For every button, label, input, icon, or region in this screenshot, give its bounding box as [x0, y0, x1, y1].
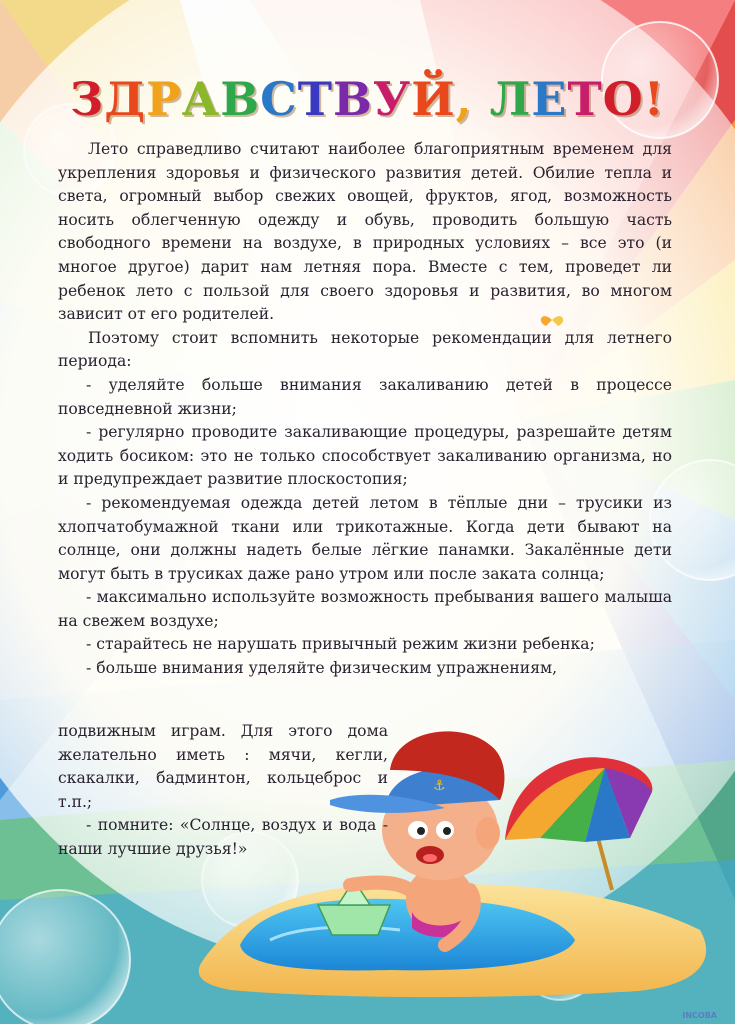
recommendation-item: - старайтесь не нарушать привычный режим жизни ребенка; — [86, 635, 595, 654]
title-letter: Е — [531, 72, 568, 126]
title-letter — [473, 72, 490, 126]
title-letter: Т — [567, 72, 603, 126]
title-letter: Й — [411, 72, 456, 126]
recommendations-lead: Поэтому стоит вспомнить некоторые рекомендации для летнего периода: — [58, 328, 672, 371]
recommendation-item: - рекомендуемая одежда детей летом в тёплые дни – трусики из хлопчатобумажной ткани или трикотажные. Когда дети бывают на солнце, они должны надеть белые лёгкие панамки. Закалённые дети могут быть в трусиках даже рано утром или после заката солнца; — [58, 493, 672, 583]
title-letter: Т — [297, 72, 333, 126]
title-letter: С — [260, 72, 298, 126]
title-letter: ! — [643, 72, 665, 126]
title-letter: О — [602, 72, 644, 126]
title-letter: В — [220, 72, 261, 126]
title-letter: А — [181, 72, 221, 126]
title-letter: В — [332, 72, 373, 126]
recommendation-item-continued: подвижным играм. Для этого дома желательно иметь : мячи, кегли, скакалки, бадминтон, кольцеброс и т.п.; — [58, 722, 388, 811]
article-body — [58, 138, 672, 681]
artist-signature: INCOBA — [682, 1011, 717, 1020]
article-body-continued — [58, 720, 388, 862]
recommendation-item: - больше внимания уделяйте физическим упражнениям, — [86, 659, 558, 678]
page-title — [0, 72, 735, 126]
recommendation-item: - регулярно проводите закаливающие процедуры, разрешайте детям ходить босиком: это не только способствует закаливанию организма, но и предупреждает развитие плоскостопия; — [58, 423, 672, 489]
title-letter: , — [455, 72, 473, 126]
title-letter: Д — [104, 72, 147, 126]
recommendation-item-last: - помните: «Солнце, воздух и вода - наши лучшие друзья!» — [58, 816, 388, 858]
svg-text:⚓: ⚓ — [433, 778, 446, 794]
title-letter: У — [372, 72, 412, 126]
title-letter: З — [70, 72, 105, 126]
title-letter: Л — [489, 72, 532, 126]
intro-paragraph: Лето справедливо считают наиболее благоприятным временем для укрепления здоровья и физического развития детей. Обилие тепла и света, огромный выбор свежих овощей, фруктов, ягод, возможность носить облегченную одежду и обувь, проводить большую часть свободного времени на воздухе, в природных условиях – все это (и многое другое) дарит нам летняя пора. Вместе с тем, проведет ли ребенок лето с пользой для своего здоровья и развития, во многом зависит от его родителей. — [58, 140, 672, 324]
title-letter: Р — [146, 72, 182, 126]
recommendation-item: - уделяйте больше внимания закаливанию детей в процессе повседневной жизни; — [58, 375, 672, 418]
recommendation-item: - максимально используйте возможность пребывания вашего малыша на свежем воздухе; — [58, 588, 672, 630]
